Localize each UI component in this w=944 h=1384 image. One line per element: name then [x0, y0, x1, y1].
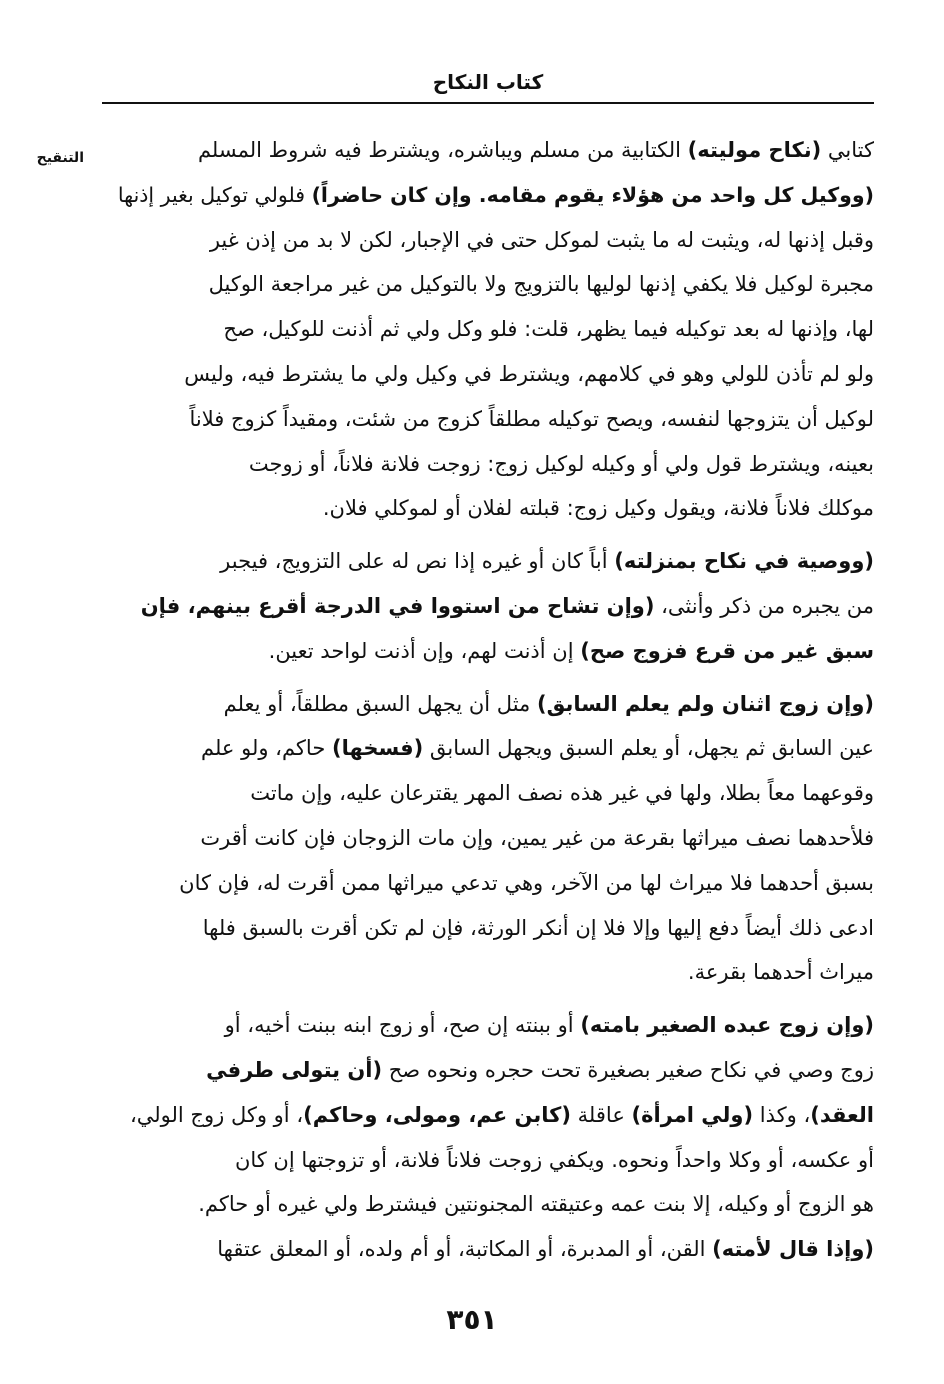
- commentary-text: كتابي: [821, 138, 874, 162]
- commentary-text: الكتابية من مسلم ويباشره، ويشترط فيه شروط المسلم: [197, 138, 688, 162]
- text-line: [102, 442, 874, 487]
- header-rule: [102, 102, 874, 104]
- bold-matn-text: العقد): [810, 1102, 874, 1127]
- commentary-text: بعينه، ويشترط قول ولي أو وكيله لوكيل زوج: زوجت فلانة فلاناً، أو زوجت: [248, 451, 874, 476]
- page-number: ٣٥١: [446, 1303, 498, 1336]
- commentary-text: إن أذنت لهم، وإن أذنت لواحد تعين.: [268, 638, 581, 663]
- commentary-text: مجبرة لوكيل فلا يكفي إذنها لوليها بالتزويج ولا بالتوكيل من غير مراجعة الوكيل: [208, 272, 874, 297]
- commentary-text: مثل أن يجهل السبق مطلقاً، أو يعلم: [223, 691, 537, 716]
- margin-label: التنقيح: [36, 150, 84, 166]
- text-line: [102, 1227, 874, 1272]
- commentary-text: هو الزوج أو وكيله، إلا بنت عمه وعتيقته المجنونتين فيشترط ولي غيره أو حاكم.: [198, 1192, 874, 1217]
- bold-matn-text: (وإن تشاح من استووا في الدرجة أقرع بينهم، فإن: [140, 593, 655, 618]
- commentary-text: ولو لم تأذن للولي وهو في كلامهم، ويشترط في وكيل ولي ما يشترط فيه، وليس: [184, 361, 874, 386]
- text-line: [102, 128, 874, 173]
- bold-matn-text: (نكاح موليته): [687, 138, 822, 162]
- bold-matn-text: (أن يتولى طرفي: [206, 1057, 383, 1082]
- commentary-text: بسبق أحدهما فلا ميراث لها من الآخر، وهي تدعي ميراثها ممن أقرت له، فإن كان: [179, 870, 874, 895]
- commentary-text: ادعى ذلك أيضاً دفع إليها وإلا فلا إن أنكر الورثة، فإن لم تكن أقرت بالسبق فلها: [202, 915, 874, 940]
- commentary-text: أباً كان أو غيره إذا نص له على التزويج، فيجبر: [220, 549, 615, 574]
- text-line: [102, 397, 874, 442]
- commentary-text: أو ببنته إن صح، أو زوج ابنه ببنت أخيه، أو: [224, 1013, 581, 1038]
- bold-matn-text: (فسخها): [332, 736, 424, 761]
- text-line: [102, 950, 874, 995]
- bold-matn-text: (وإن زوج اثنان ولم يعلم السابق): [536, 691, 874, 716]
- commentary-text: حاكم، ولو علم: [200, 736, 332, 761]
- text-line: [102, 1182, 874, 1227]
- commentary-text: لوكيل أن يتزوجها لنفسه، ويصح توكيله مطلقاً كزوج من شئت، ومقيداً كزوج فلاناً: [189, 406, 874, 431]
- commentary-text: عين السابق ثم يجهل، أو يعلم السبق ويجهل السابق: [423, 736, 874, 761]
- text-line: [102, 307, 874, 352]
- text-line: [102, 629, 874, 674]
- bold-matn-text: سبق غير من قرع فزوج صح): [580, 638, 874, 663]
- text-line: [102, 1138, 874, 1183]
- text-line: [102, 262, 874, 307]
- bold-matn-text: (ووصية في نكاح بمنزلته): [614, 549, 874, 574]
- commentary-text: القن، أو المدبرة، أو المكاتبة، أو أم ولده، أو المعلق عتقها: [217, 1237, 713, 1262]
- commentary-text: عاقلة: [571, 1102, 632, 1127]
- bold-matn-text: (وإن زوج عبده الصغير بامته): [580, 1013, 874, 1038]
- commentary-text: ميراث أحدهما بقرعة.: [687, 960, 874, 985]
- commentary-text: موكلك فلاناً فلانة، ويقول وكيل زوج: قبلته لفلان أو لموكلي فلان.: [322, 496, 874, 521]
- text-line: [102, 218, 874, 263]
- commentary-text: فلأحدهما نصف ميراثها بقرعة من غير يمين، وإن مات الزوجان فإن كانت أقرت: [200, 825, 874, 850]
- commentary-text: وقبل إذنها له، ويثبت له ما يثبت لموكل حتى في الإجبار، لكن لا بد من إذن غير: [209, 227, 874, 252]
- running-header: كتاب النكاح: [432, 70, 544, 94]
- text-line: [102, 486, 874, 531]
- text-line: [102, 539, 874, 584]
- text-line: [102, 771, 874, 816]
- commentary-text: أو عكسه، أو وكلا واحداً ونحوه. ويكفي زوجت فلاناً فلانة، أو تزوجتها إن كان: [234, 1147, 874, 1172]
- commentary-text: فلولي توكيل بغير إذنها: [117, 182, 312, 207]
- commentary-text: من يجبره من ذكر وأنثى،: [654, 593, 874, 618]
- bold-matn-text: (ولي امرأة): [631, 1102, 754, 1127]
- bold-matn-text: (وإذا قال لأمته): [712, 1237, 874, 1262]
- commentary-text: ، أو وكل زوج الولي،: [130, 1102, 304, 1127]
- commentary-text: زوج وصي في نكاح صغير بصغيرة تحت حجره ونحوه صح: [382, 1057, 874, 1082]
- text-line: [102, 1093, 874, 1138]
- bold-matn-text: (كابن عم، ومولى، وحاكم): [303, 1102, 571, 1127]
- text-line: [102, 584, 874, 629]
- bold-matn-text: (ووكيل كل واحد من هؤلاء يقوم مقامه. وإن كان حاضراً): [311, 182, 874, 207]
- text-line: [102, 906, 874, 951]
- commentary-text: وقوعهما معاً بطلا، ولها في غير هذه نصف المهر يقترعان عليه، وإن ماتت: [250, 781, 874, 806]
- commentary-text: لها، وإذنها له بعد توكيله فيما يظهر، قلت: فلو وكل ولي ثم أذنت للوكيل، صح: [223, 317, 874, 342]
- text-line: [102, 861, 874, 906]
- body-text: [102, 128, 874, 1272]
- text-line: [102, 726, 874, 771]
- commentary-text: ، وكذا: [753, 1102, 811, 1127]
- text-line: [102, 816, 874, 861]
- text-line: [102, 1048, 874, 1093]
- text-line: [102, 352, 874, 397]
- text-line: [102, 1003, 874, 1048]
- text-line: [102, 682, 874, 727]
- text-line: [102, 173, 874, 218]
